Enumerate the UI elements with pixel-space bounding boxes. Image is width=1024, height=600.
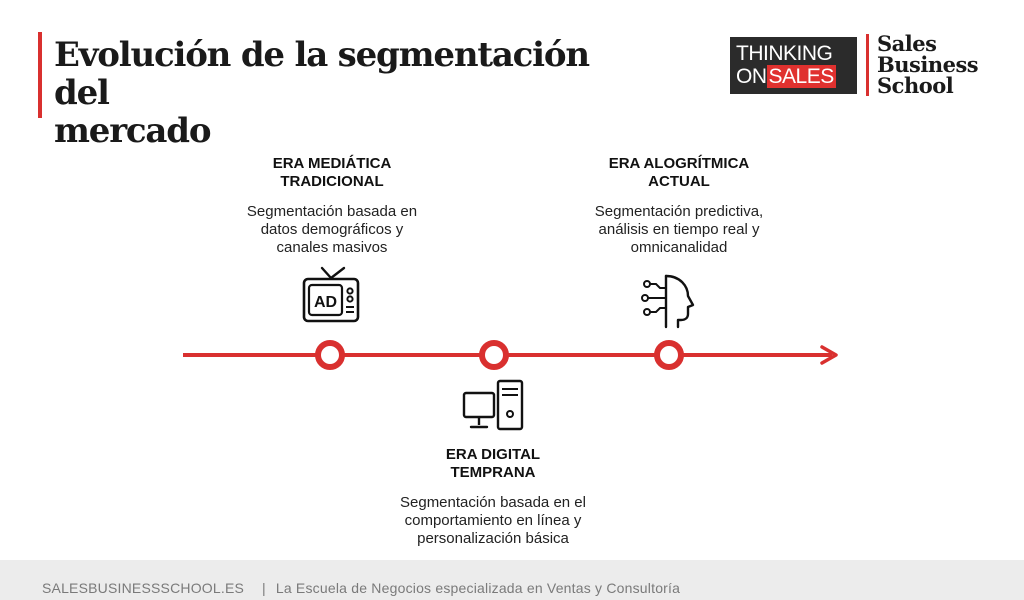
footer-tagline: La Escuela de Negocios especializada en Ventas y Consultoría: [275, 580, 681, 596]
era-desc-line3: canales masivos: [276, 239, 388, 256]
desktop-computer-icon: [462, 378, 526, 434]
footer-separator: |: [262, 580, 266, 596]
era-desc-line2: análisis en tiempo real y: [598, 221, 760, 238]
era-desc-line3: omnicanalidad: [630, 239, 728, 256]
timeline-node-3: [657, 343, 681, 367]
logo-separator: [866, 34, 869, 96]
era-desc-line1: Segmentación predictiva,: [594, 203, 764, 220]
era-traditional-media: [216, 155, 448, 257]
ai-head-icon: [638, 272, 700, 330]
era-title-line2: TEMPRANA: [450, 464, 536, 481]
era-desc-line1: Segmentación basada en: [246, 203, 418, 220]
tv-ad-icon: [300, 266, 362, 324]
era-desc-line2: datos demográficos y: [260, 221, 404, 238]
footer-text: [42, 580, 680, 596]
era-title-line1: ERA MEDIÁTICA: [272, 155, 392, 172]
thinking-on-sales-logo: [730, 37, 857, 94]
era-description: [548, 203, 810, 257]
page-title-line2: mercado: [54, 111, 211, 151]
page-title: [54, 36, 654, 150]
thinking-logo-line1: THINKING: [736, 42, 833, 65]
era-title: [216, 155, 448, 191]
era-early-digital: [363, 446, 623, 548]
school-logo-line1: Sales: [877, 31, 937, 56]
era-title: [548, 155, 810, 191]
page-title-line1: Evolución de la segmentación del: [54, 35, 589, 113]
thinking-logo-sales: SALES: [768, 65, 834, 88]
footer: [0, 560, 1024, 600]
era-title-line1: ERA ALOGRÍTMICA: [608, 155, 750, 172]
era-title-line2: ACTUAL: [648, 173, 710, 190]
timeline: [0, 330, 1024, 380]
footer-site: SALESBUSINESSSCHOOL.ES: [42, 580, 245, 596]
era-title-line2: TRADICIONAL: [280, 173, 384, 190]
tv-ad-label: AD: [313, 294, 338, 311]
era-description: [216, 203, 448, 257]
era-desc-line1: Segmentación basada en el: [400, 494, 586, 511]
thinking-logo-line2: [736, 66, 836, 88]
era-description: [363, 494, 623, 548]
era-title-line1: ERA DIGITAL: [445, 446, 541, 463]
school-logo-line3: School: [877, 73, 954, 98]
era-title: [363, 446, 623, 482]
school-logo-line2: Business: [877, 52, 979, 77]
timeline-node-2: [482, 343, 506, 367]
era-desc-line2: comportamiento en línea y: [404, 512, 582, 529]
sales-business-school-logo: [877, 33, 978, 96]
timeline-node-1: [318, 343, 342, 367]
title-accent-bar: [38, 32, 42, 118]
thinking-logo-on: ON: [736, 65, 767, 88]
era-algorithmic: [548, 155, 810, 257]
era-desc-line3: personalización básica: [417, 530, 569, 547]
